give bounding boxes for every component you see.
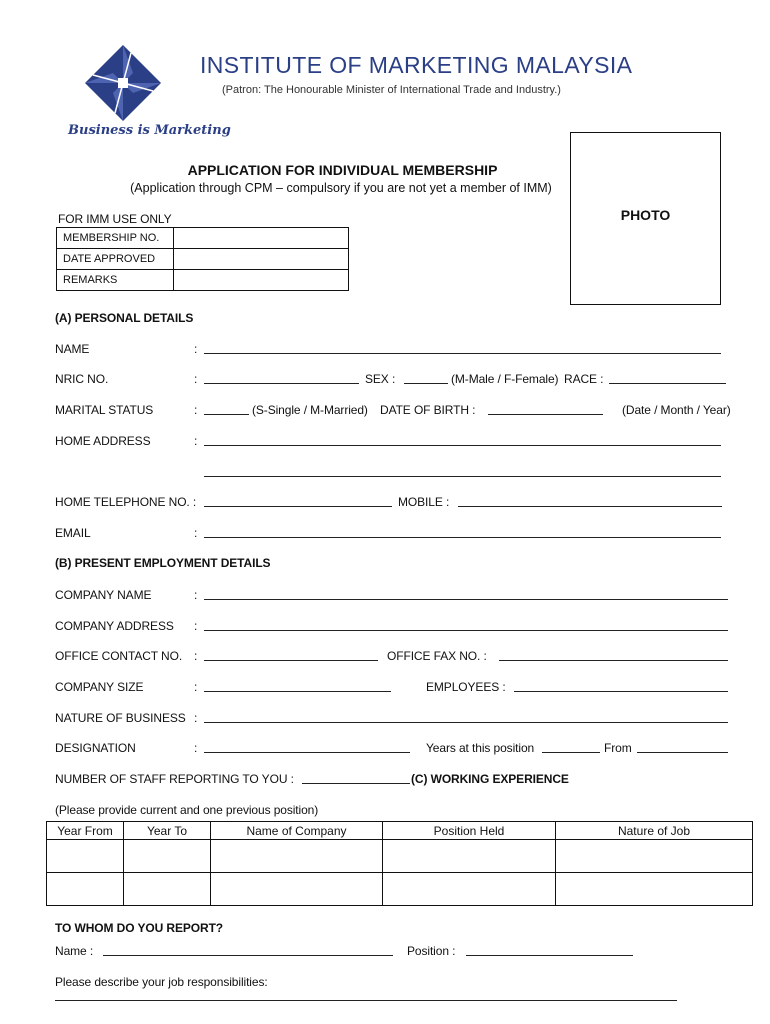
table-cell[interactable]	[211, 873, 383, 906]
experience-note: (Please provide current and one previous position)	[55, 803, 319, 817]
date-approved-cell[interactable]	[174, 249, 349, 270]
designation-field[interactable]	[204, 752, 410, 753]
report-position-field[interactable]	[466, 955, 633, 956]
col-company: Name of Company	[211, 822, 383, 840]
nature-label: NATURE OF BUSINESS	[55, 711, 186, 725]
imm-use-heading: FOR IMM USE ONLY	[58, 212, 172, 226]
col-year-from: Year From	[47, 822, 124, 840]
table-cell[interactable]	[556, 840, 753, 873]
membership-no-label: MEMBERSHIP NO.	[57, 228, 174, 249]
dob-field[interactable]	[488, 414, 603, 415]
years-field[interactable]	[542, 752, 600, 753]
company-size-field[interactable]	[204, 691, 391, 692]
table-row	[57, 270, 349, 291]
report-name-label: Name :	[55, 944, 94, 958]
table-cell[interactable]	[211, 840, 383, 873]
address-label: HOME ADDRESS	[55, 434, 151, 448]
company-size-label: COMPANY SIZE	[55, 680, 144, 694]
company-name-label: COMPANY NAME	[55, 588, 152, 602]
colon: :	[194, 342, 198, 356]
address-field-2[interactable]	[204, 476, 721, 477]
from-field[interactable]	[637, 752, 728, 753]
email-label: EMAIL	[55, 526, 91, 540]
nric-label: NRIC NO.	[55, 372, 109, 386]
name-field[interactable]	[204, 353, 721, 354]
table-cell[interactable]	[383, 873, 556, 906]
colon: :	[194, 526, 198, 540]
col-nature: Nature of Job	[556, 822, 753, 840]
dob-label: DATE OF BIRTH :	[380, 403, 476, 417]
report-position-label: Position :	[407, 944, 456, 958]
colon: :	[194, 434, 198, 448]
imm-use-table	[56, 227, 349, 291]
colon: :	[194, 588, 198, 602]
designation-label: DESIGNATION	[55, 741, 136, 755]
photo-label: PHOTO	[620, 207, 671, 223]
table-row	[47, 840, 753, 873]
employment-heading: (B) PRESENT EMPLOYMENT DETAILS	[55, 556, 271, 570]
email-field[interactable]	[204, 537, 721, 538]
colon: :	[194, 741, 198, 755]
report-name-field[interactable]	[103, 955, 393, 956]
table-cell[interactable]	[124, 840, 211, 873]
table-cell[interactable]	[556, 873, 753, 906]
remarks-cell[interactable]	[174, 270, 349, 291]
race-label: RACE :	[564, 372, 604, 386]
office-fax-field[interactable]	[499, 660, 728, 661]
report-heading: TO WHOM DO YOU REPORT?	[55, 921, 224, 935]
mobile-field[interactable]	[458, 506, 722, 507]
table-row	[57, 249, 349, 270]
nature-field[interactable]	[204, 722, 728, 723]
org-name: INSTITUTE OF MARKETING MALAYSIA	[200, 52, 633, 78]
address-field-1[interactable]	[204, 445, 721, 446]
experience-heading: (C) WORKING EXPERIENCE	[411, 772, 569, 786]
marital-hint: (S-Single / M-Married)	[252, 403, 368, 417]
nric-field[interactable]	[204, 383, 359, 384]
describe-field[interactable]	[55, 1000, 677, 1001]
from-label: From	[604, 741, 632, 755]
staff-reporting-label: NUMBER OF STAFF REPORTING TO YOU :	[55, 772, 294, 786]
employees-field[interactable]	[514, 691, 728, 692]
table-header-row	[47, 822, 753, 840]
table-row	[57, 228, 349, 249]
company-address-field[interactable]	[204, 630, 728, 631]
years-label: Years at this position	[426, 741, 535, 755]
imm-logo	[82, 42, 164, 124]
describe-label: Please describe your job responsibilities:	[55, 975, 268, 989]
home-tel-label: HOME TELEPHONE NO. :	[55, 495, 197, 509]
name-label: NAME	[55, 342, 90, 356]
col-position: Position Held	[383, 822, 556, 840]
table-cell[interactable]	[47, 873, 124, 906]
table-cell[interactable]	[383, 840, 556, 873]
marital-field[interactable]	[204, 414, 249, 415]
table-cell[interactable]	[124, 873, 211, 906]
remarks-label: REMARKS	[57, 270, 174, 291]
company-name-field[interactable]	[204, 599, 728, 600]
company-address-label: COMPANY ADDRESS	[55, 619, 174, 633]
imm-logo-icon	[82, 42, 164, 124]
home-tel-field[interactable]	[204, 506, 392, 507]
table-cell[interactable]	[47, 840, 124, 873]
race-field[interactable]	[609, 383, 726, 384]
office-contact-label: OFFICE CONTACT NO.	[55, 649, 183, 663]
marital-label: MARITAL STATUS	[55, 403, 154, 417]
tagline: Business is Marketing	[68, 123, 231, 138]
date-approved-label: DATE APPROVED	[57, 249, 174, 270]
employees-label: EMPLOYEES :	[426, 680, 506, 694]
office-fax-label: OFFICE FAX NO. :	[387, 649, 487, 663]
patron-line: (Patron: The Honourable Minister of International Trade and Industry.)	[222, 84, 561, 96]
staff-reporting-field[interactable]	[302, 783, 410, 784]
colon: :	[194, 649, 198, 663]
office-contact-field[interactable]	[204, 660, 378, 661]
col-year-to: Year To	[124, 822, 211, 840]
form-subtitle: (Application through CPM – compulsory if you are not yet a member of IMM)	[130, 181, 552, 195]
personal-heading: (A) PERSONAL DETAILS	[55, 311, 194, 325]
membership-no-cell[interactable]	[174, 228, 349, 249]
mobile-label: MOBILE :	[398, 495, 450, 509]
colon: :	[194, 403, 198, 417]
sex-label: SEX :	[365, 372, 396, 386]
colon: :	[194, 680, 198, 694]
colon: :	[194, 372, 198, 386]
experience-table	[46, 821, 753, 906]
colon: :	[194, 711, 198, 725]
table-row	[47, 873, 753, 906]
dob-hint: (Date / Month / Year)	[622, 403, 731, 417]
sex-hint: (M-Male / F-Female)	[451, 372, 559, 386]
colon: :	[194, 619, 198, 633]
form-title: APPLICATION FOR INDIVIDUAL MEMBERSHIP	[187, 162, 498, 178]
sex-field[interactable]	[404, 383, 448, 384]
photo-box	[570, 132, 721, 305]
